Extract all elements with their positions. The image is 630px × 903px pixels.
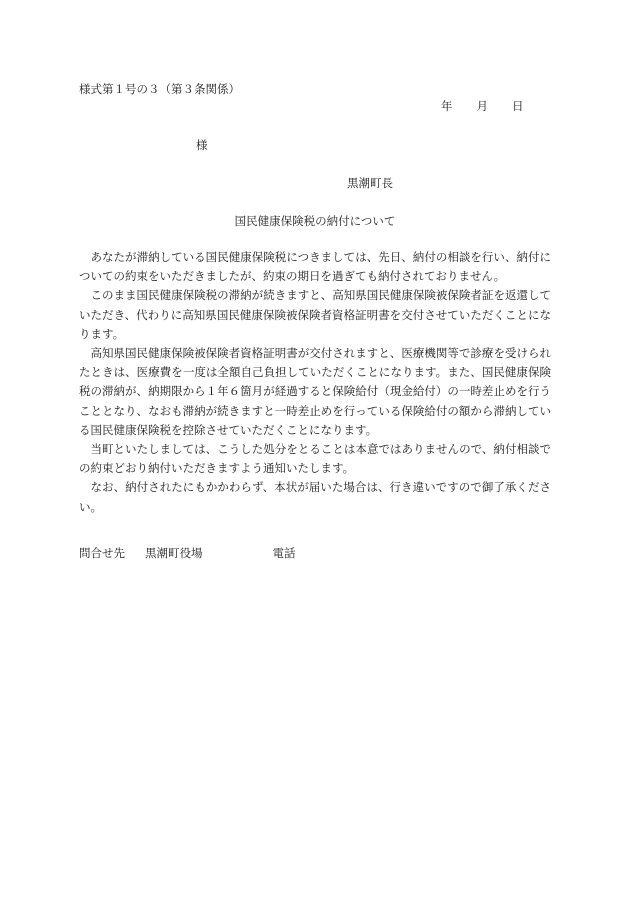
document-title: 国民健康保険税の納付について — [234, 214, 396, 228]
issuer-name: 黒潮町長 — [347, 176, 393, 190]
contact-label: 問合せ先 — [79, 546, 125, 560]
body-paragraph-1: あなたが滞納している国民健康保険税につきましては、先日、納付の相談を行い、納付についての約束をいただきましたが、約束の期日を過ぎても納付されておりません。 — [79, 250, 551, 284]
form-number: 様式第１号の３（第３条関係） — [79, 82, 240, 96]
body-text — [79, 248, 551, 517]
contact-office: 黒潮町役場 — [145, 546, 203, 560]
date-year-label: 年 — [441, 99, 453, 113]
body-paragraph-5: なお、納付されたにもかかわらず、本状が届いた場合は、行き違いですので御了承ください。 — [79, 480, 551, 514]
date-month-label: 月 — [476, 99, 488, 113]
body-paragraph-3: 高知県国民健康保険被保険者資格証明書が交付されますと、医療機関等で診療を受けられたときは、医療費を一度は全額自己負担していただくことになります。また、国民健康保険税の滞納が、納期限から１年６箇月が経過すると保険給付（現金給付）の一時差止めを行うこととなり、なおも滞納が続きますと一時差止めを行っている保険給付の額から滞納している国民健康保険税を控除させていただくことになります。 — [79, 346, 551, 437]
date-day-label: 日 — [512, 99, 524, 113]
contact-phone-label: 電話 — [272, 546, 296, 560]
body-paragraph-2: このまま国民健康保険税の滞納が続きますと、高知県国民健康保険被保険者証を返還していただき、代わりに高知県国民健康保険被保険者資格証明書を交付させていただくことになります。 — [79, 288, 551, 341]
date-line — [441, 99, 524, 113]
contact-line — [79, 546, 296, 560]
addressee-suffix: 様 — [196, 138, 208, 152]
body-paragraph-4: 当町といたしましては、こうした処分をとることは本意ではありませんので、納付相談での約束どおり納付いただきますよう通知いたします。 — [79, 442, 551, 476]
